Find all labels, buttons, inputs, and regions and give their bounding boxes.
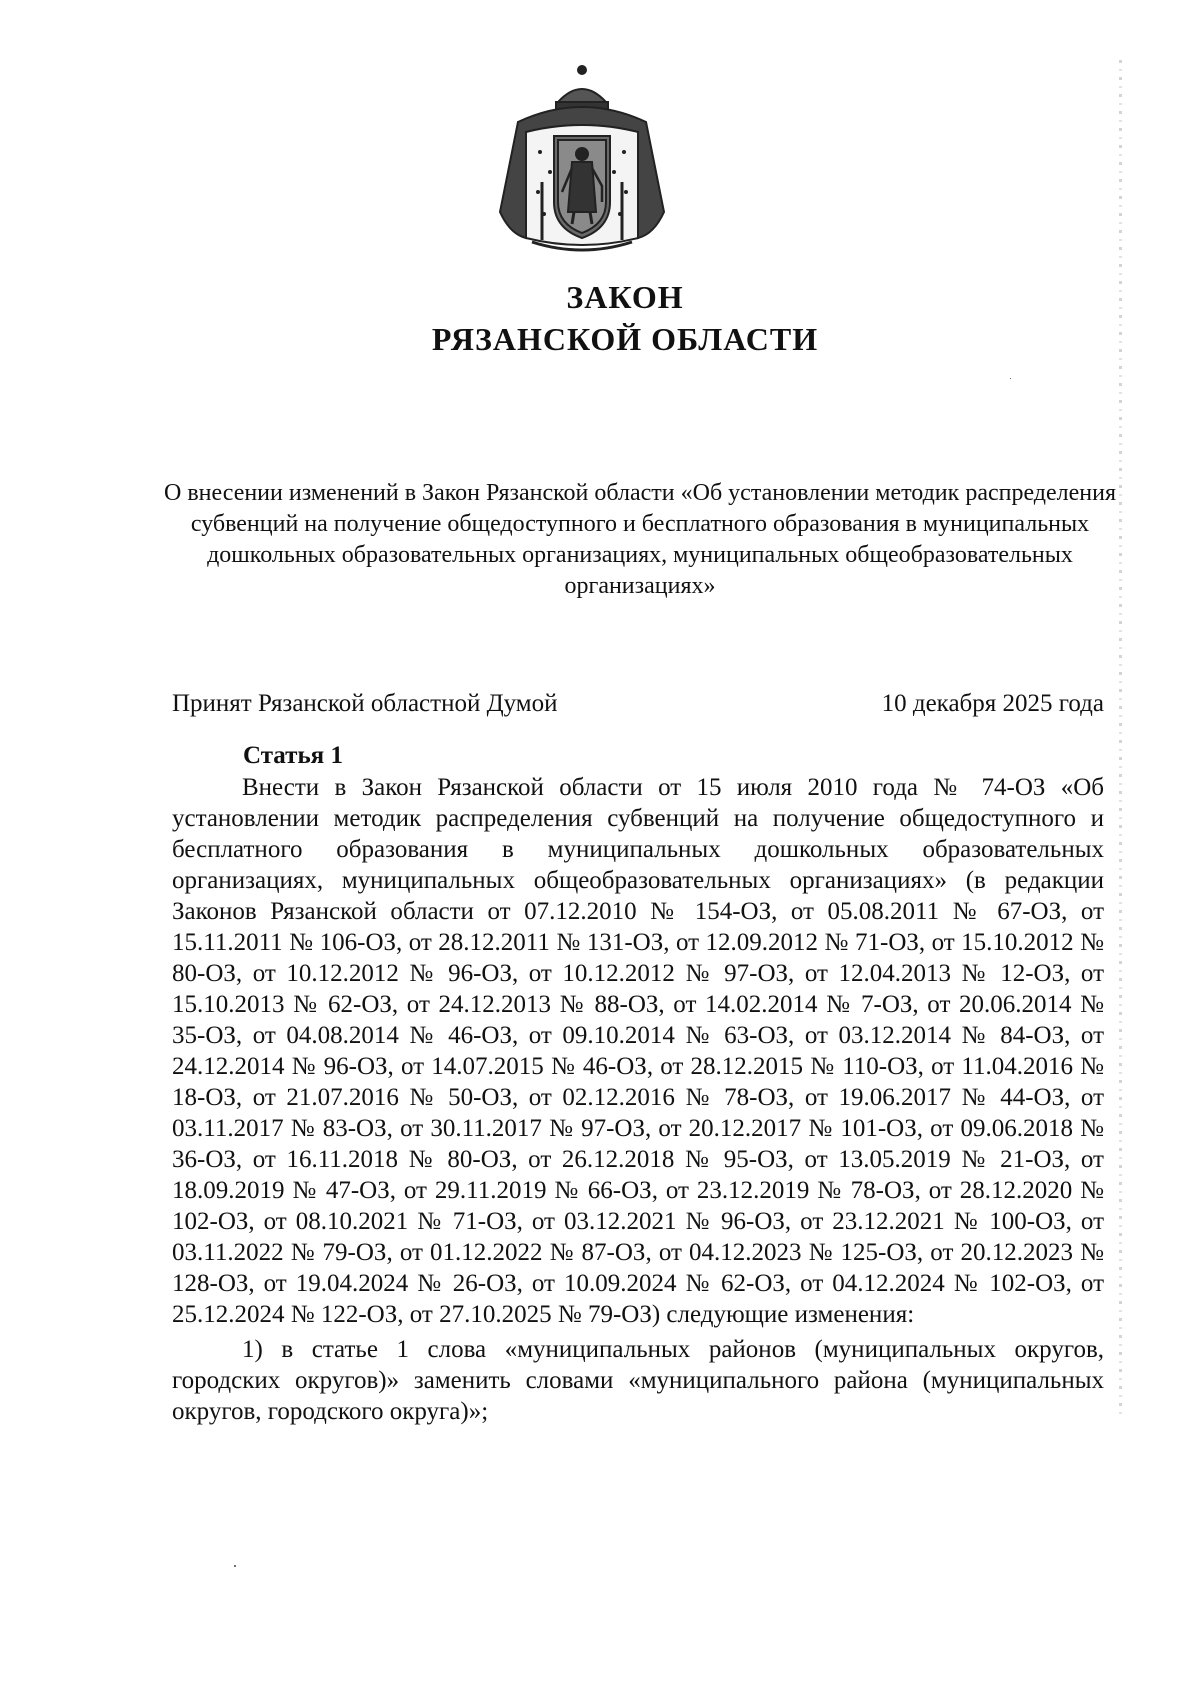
law-title-line1: ЗАКОН	[566, 279, 684, 315]
article-paragraph-2: 1) в статье 1 слова «муниципальных районов (муниципальных округов, городских округов)» заменить словами «муниципального района (муниципальных округов, городского округа)»;	[172, 1336, 1104, 1425]
adopted-by: Принят Рязанской областной Думой	[172, 690, 558, 717]
article-body	[172, 772, 1104, 1427]
ryazan-coat-of-arms-icon	[488, 62, 676, 258]
scan-speck	[1010, 378, 1011, 379]
article-paragraph-1: Внести в Закон Рязанской области от 15 июля 2010 года № 74-ОЗ «Об установлении методик распределения субвенций на получение общедоступного и бесплатного образования в муниципальных дошкольных образовательных организациях, муниципальных общеобразовательных организациях» (в редакции Законов Рязанской области от 07.12.2010 № 154-ОЗ, от 05.08.2011 № 67-ОЗ, от 15.11.2011 № 106-ОЗ, от 28.12.2011 № 131-ОЗ, от 12.09.2012 № 71-ОЗ, от 15.10.2012 № 80-ОЗ, от 10.12.2012 № 96-ОЗ, от 10.12.2012 № 97-ОЗ, от 12.04.2013 № 12-ОЗ, от 15.10.2013 № 62-ОЗ, от 24.12.2013 № 88-ОЗ, от 14.02.2014 № 7-ОЗ, от 20.06.2014 № 35-ОЗ, от 04.08.2014 № 46-ОЗ, от 09.10.2014 № 63-ОЗ, от 03.12.2014 № 84-ОЗ, от 24.12.2014 № 96-ОЗ, от 14.07.2015 № 46-ОЗ, от 28.12.2015 № 110-ОЗ, от 11.04.2016 № 18-ОЗ, от 21.07.2016 № 50-ОЗ, от 02.12.2016 № 78-ОЗ, от 19.06.2017 № 44-ОЗ, от 03.11.2017 № 83-ОЗ, от 30.11.2017 № 97-ОЗ, от 20.12.2017 № 101-ОЗ, от 09.06.2018 № 36-ОЗ, от 16.11.2018 № 80-ОЗ, от 26.12.2018 № 95-ОЗ, от 13.05.2019 № 21-ОЗ, от 18.09.2019 № 47-ОЗ, от 29.11.2019 № 66-ОЗ, от 23.12.2019 № 78-ОЗ, от 28.12.2020 № 102-ОЗ, от 08.10.2021 № 71-ОЗ, от 03.12.2021 № 96-ОЗ, от 23.12.2021 № 100-ОЗ, от 03.11.2022 № 79-ОЗ, от 01.12.2022 № 87-ОЗ, от 04.12.2023 № 125-ОЗ, от 20.12.2023 № 128-ОЗ, от 19.04.2024 № 26-ОЗ, от 10.09.2024 № 62-ОЗ, от 04.12.2024 № 102-ОЗ, от 25.12.2024 № 122-ОЗ, от 27.10.2025 № 79-ОЗ) следующие изменения:	[172, 774, 1104, 1328]
law-title-line2: РЯЗАНСКОЙ ОБЛАСТИ	[431, 321, 819, 357]
article-heading: Статья 1	[243, 742, 343, 769]
law-subject: О внесении изменений в Закон Рязанской области «Об установлении методик распределения субвенций на получение общедоступного и бесплатного образования в муниципальных дошкольных образовательных организациях, муниципальных общеобразовательных организациях»	[163, 480, 1117, 599]
law-title	[0, 276, 1200, 360]
adopted-date: 10 декабря 2025 года	[881, 690, 1104, 717]
scan-edge-artifact	[1119, 60, 1122, 1420]
adoption-line	[172, 688, 1104, 720]
scan-speck	[234, 1565, 236, 1567]
